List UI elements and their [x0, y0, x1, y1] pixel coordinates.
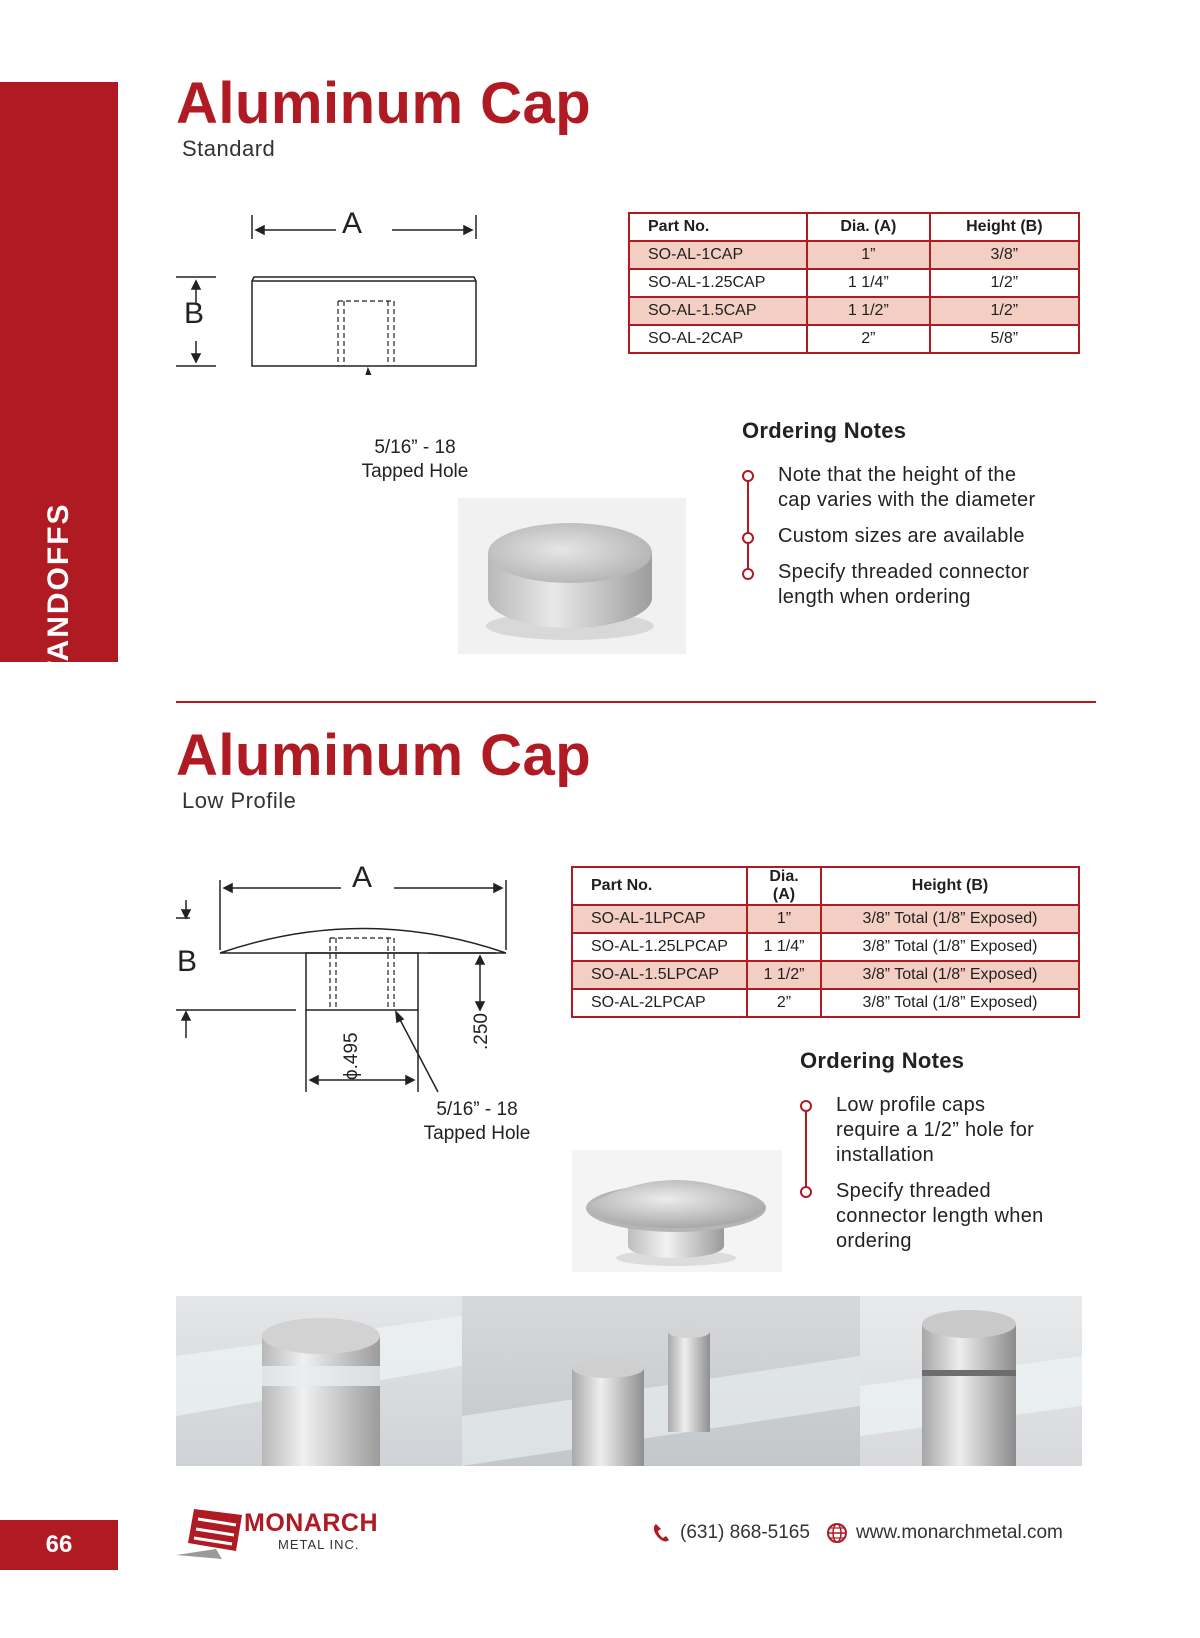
standard-cap-table	[628, 212, 1080, 354]
monarch-logo	[176, 1505, 386, 1575]
low-profile-height-label: .250	[471, 1013, 492, 1050]
table-header-height: Height (B)	[821, 867, 1079, 905]
standard-dim-a-label: A	[342, 207, 363, 240]
footer-contact	[652, 1522, 1063, 1544]
standard-cap-drawing	[176, 205, 496, 375]
side-tab-label: STANDOFFS	[42, 502, 75, 702]
bullet-icon	[742, 470, 754, 482]
table-row: SO-AL-2LPCAP 2” 3/8” Total (1/8” Exposed)	[572, 989, 1079, 1017]
table-row: SO-AL-1.5LPCAP 1 1/2” 3/8” Total (1/8” Exposed)	[572, 961, 1079, 989]
bullet-icon	[742, 532, 754, 544]
standard-notes-line	[747, 477, 749, 573]
low-profile-hole-label: 5/16” - 18 Tapped Hole	[423, 1099, 531, 1144]
table-row: SO-AL-1LPCAP 1” 3/8” Total (1/8” Exposed)	[572, 905, 1079, 933]
installation-photo-3	[860, 1296, 1082, 1466]
table-header-dia: Dia. (A)	[807, 213, 930, 241]
low-profile-note-1: Low profile caps require a 1/2” hole for installation	[836, 1094, 1035, 1166]
table-row: SO-AL-1.25LPCAP 1 1/4” 3/8” Total (1/8” Exposed)	[572, 933, 1079, 961]
table-header-height: Height (B)	[930, 213, 1079, 241]
page-number: 66	[0, 1520, 118, 1570]
section1-subtitle: Standard	[182, 136, 276, 161]
footer-website[interactable]: www.monarchmetal.com	[855, 1522, 1063, 1543]
bullet-icon	[800, 1100, 812, 1112]
low-profile-cap-table	[571, 866, 1080, 1018]
section-divider	[176, 701, 1096, 703]
low-profile-dim-b-label: B	[177, 945, 198, 978]
standard-cap-photo	[458, 498, 686, 654]
logo-name: MONARCH	[244, 1509, 379, 1537]
table-header-part-no: Part No.	[629, 213, 807, 241]
table-row: SO-AL-2CAP 2” 5/8”	[629, 325, 1079, 353]
standard-notes-title: Ordering Notes	[742, 418, 907, 443]
section2-subtitle: Low Profile	[182, 788, 297, 813]
footer-phone[interactable]: (631) 868-5165	[680, 1522, 810, 1543]
standard-note-3: Specify threaded connector length when ordering	[778, 561, 1030, 608]
standard-dim-b-label: B	[184, 297, 205, 330]
table-header-part-no: Part No.	[572, 867, 747, 905]
table-row: SO-AL-1.5CAP 1 1/2” 1/2”	[629, 297, 1079, 325]
phone-icon	[652, 1523, 670, 1543]
section2-title: Aluminum Cap	[176, 723, 592, 788]
installation-photo-2	[462, 1296, 860, 1466]
section1-title: Aluminum Cap	[176, 71, 592, 136]
low-profile-dia-label: ϕ.495	[341, 1032, 362, 1080]
standard-note-1: Note that the height of the cap varies with the diameter	[778, 464, 1036, 511]
low-profile-notes-line	[805, 1106, 807, 1190]
installation-photo-1	[176, 1296, 462, 1466]
side-tab	[0, 82, 118, 702]
low-profile-note-2: Specify threaded connector length when ordering	[836, 1180, 1044, 1252]
table-header-dia: Dia. (A)	[747, 867, 821, 905]
bullet-icon	[800, 1186, 812, 1198]
globe-icon	[826, 1522, 848, 1544]
logo-sub: METAL INC.	[278, 1537, 360, 1552]
low-profile-notes-title: Ordering Notes	[800, 1048, 965, 1073]
bullet-icon	[742, 568, 754, 580]
low-profile-cap-photo	[572, 1150, 782, 1272]
table-row: SO-AL-1.25CAP 1 1/4” 1/2”	[629, 269, 1079, 297]
low-profile-dim-a-label: A	[352, 861, 373, 894]
standard-hole-label: 5/16” - 18 Tapped Hole	[361, 437, 469, 482]
monarch-logo-mark-icon	[176, 1505, 246, 1565]
table-row: SO-AL-1CAP 1” 3/8”	[629, 241, 1079, 269]
standard-note-2: Custom sizes are available	[778, 525, 1025, 547]
